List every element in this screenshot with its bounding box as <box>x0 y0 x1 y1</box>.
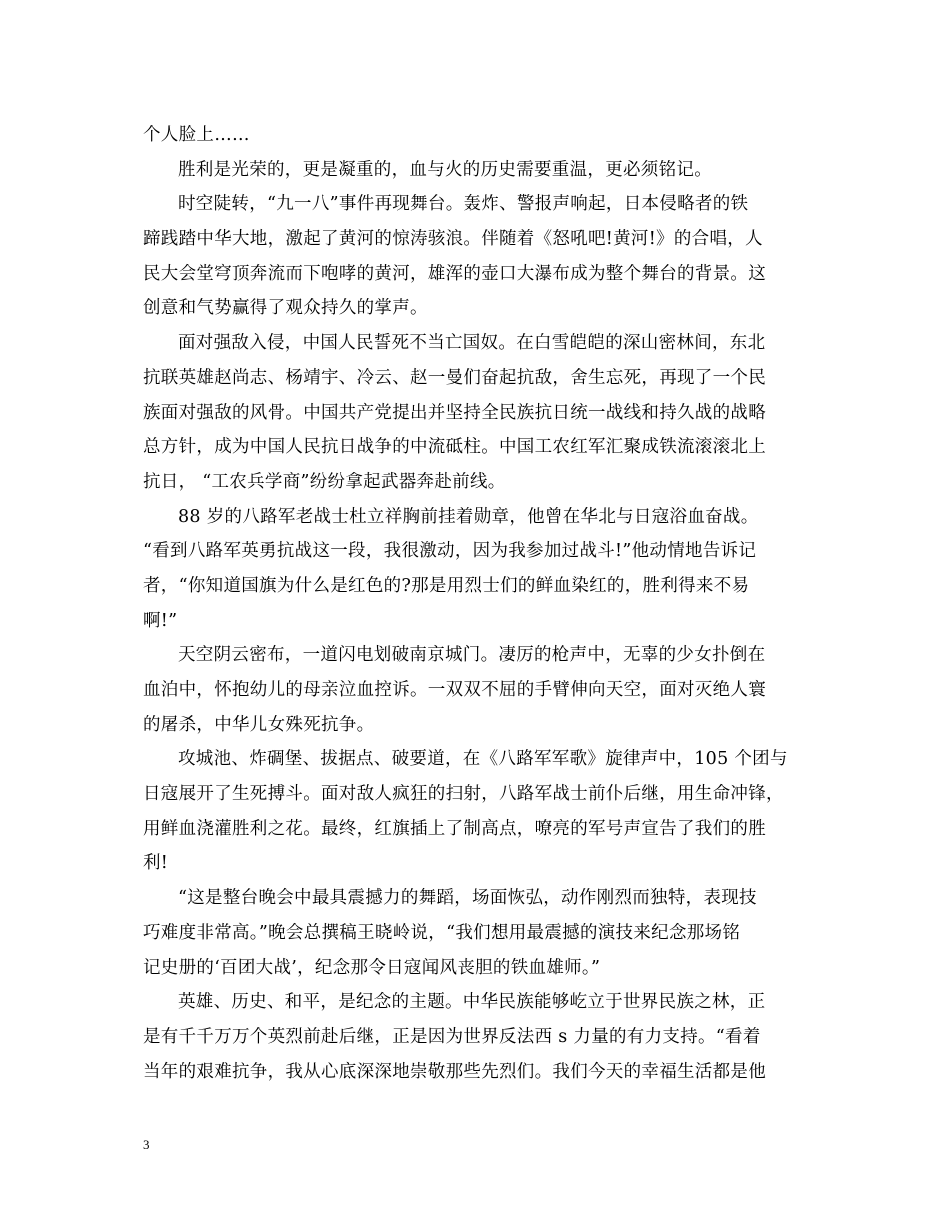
text-line: 啊!” <box>143 610 178 631</box>
text-line: 巧难度非常高。”晚会总撰稿王晓岭说，“我们想用最震撼的演技来纪念那场铭 <box>143 922 741 943</box>
text-line: 族面对强敌的风骨。中国共产党提出并坚持全民族抗日统一战线和持久战的战略 <box>143 402 766 423</box>
text-line: 抗日， “工农兵学商”纷纷拿起武器奔赴前线。 <box>143 471 506 492</box>
text-line: 当年的艰难抗争，我从心底深深地崇敬那些先烈们。我们今天的幸福生活都是他 <box>143 1061 766 1082</box>
text-line: 用鲜血浇灌胜利之花。最终，红旗插上了制高点，嘹亮的军号声宣告了我们的胜 <box>143 818 766 839</box>
body-text <box>143 118 808 1089</box>
text-line: 面对强敌入侵，中国人民誓死不当亡国奴。在白雪皑皑的深山密林间，东北 <box>178 333 766 354</box>
text-line: 胜利是光荣的，更是凝重的，血与火的历史需要重温，更必须铭记。 <box>178 159 712 180</box>
text-line: 个人脸上…… <box>143 125 250 145</box>
text-line: 的屠杀，中华儿女殊死抗争。 <box>143 714 375 735</box>
text-line: 88 岁的八路军老战士杜立祥胸前挂着勋章，他曾在华北与日寇浴血奋战。 <box>178 506 759 527</box>
text-line: 蹄践踏中华大地，激起了黄河的惊涛骇浪。伴随着《怒吼吧!黄河!》的合唱，人 <box>143 229 763 250</box>
text-line: “看到八路军英勇抗战这一段，我很激动，因为我参加过战斗!”他动情地告诉记 <box>143 541 757 562</box>
text-line: 英雄、历史、和平，是纪念的主题。中华民族能够屹立于世界民族之林，正 <box>178 992 766 1013</box>
text-line: 时空陡转，“九一八”事件再现舞台。轰炸、警报声响起，日本侵略者的铁 <box>178 194 749 215</box>
text-line: 利! <box>143 853 169 874</box>
text-line: 抗联英雄赵尚志、杨靖宇、冷云、赵一曼们奋起抗敌，舍生忘死，再现了一个民 <box>143 367 766 388</box>
text-line: “这是整台晚会中最具震撼力的舞蹈，场面恢弘，动作刚烈而独特，表现技 <box>178 888 757 909</box>
text-line: 攻城池、炸碉堡、拔据点、破要道，在《八路军军歌》旋律声中，105 个团与 <box>178 749 788 770</box>
text-line: 血泊中，怀抱幼儿的母亲泣血控诉。一双双不屈的手臂伸向天空，面对灭绝人寰 <box>143 680 766 700</box>
page-number: 3 <box>143 1137 150 1152</box>
text-line: 者，“你知道国旗为什么是红色的?那是用烈士们的鲜血染红的，胜利得来不易 <box>143 575 750 596</box>
text-line: 总方针，成为中国人民抗日战争的中流砥柱。中国工农红军汇聚成铁流滚滚北上 <box>143 437 766 458</box>
text-line: 民大会堂穹顶奔流而下咆哮的黄河，雄浑的壶口大瀑布成为整个舞台的背景。这 <box>143 263 766 284</box>
text-line: 日寇展开了生死搏斗。面对敌人疯狂的扫射，八路军战士前仆后继，用生命冲锋， <box>143 784 784 805</box>
text-line: 天空阴云密布，一道闪电划破南京城门。凄厉的枪声中，无辜的少女扑倒在 <box>178 645 766 666</box>
text-line: 创意和气势赢得了观众持久的掌声。 <box>143 298 428 319</box>
text-line: 是有千千万万个英烈前赴后继，正是因为世界反法西 s 力量的有力支持。“看着 <box>143 1026 761 1047</box>
text-line: 记史册的‘百团大战’，纪念那令日寇闻风丧胆的铁血雄师。” <box>143 957 601 978</box>
